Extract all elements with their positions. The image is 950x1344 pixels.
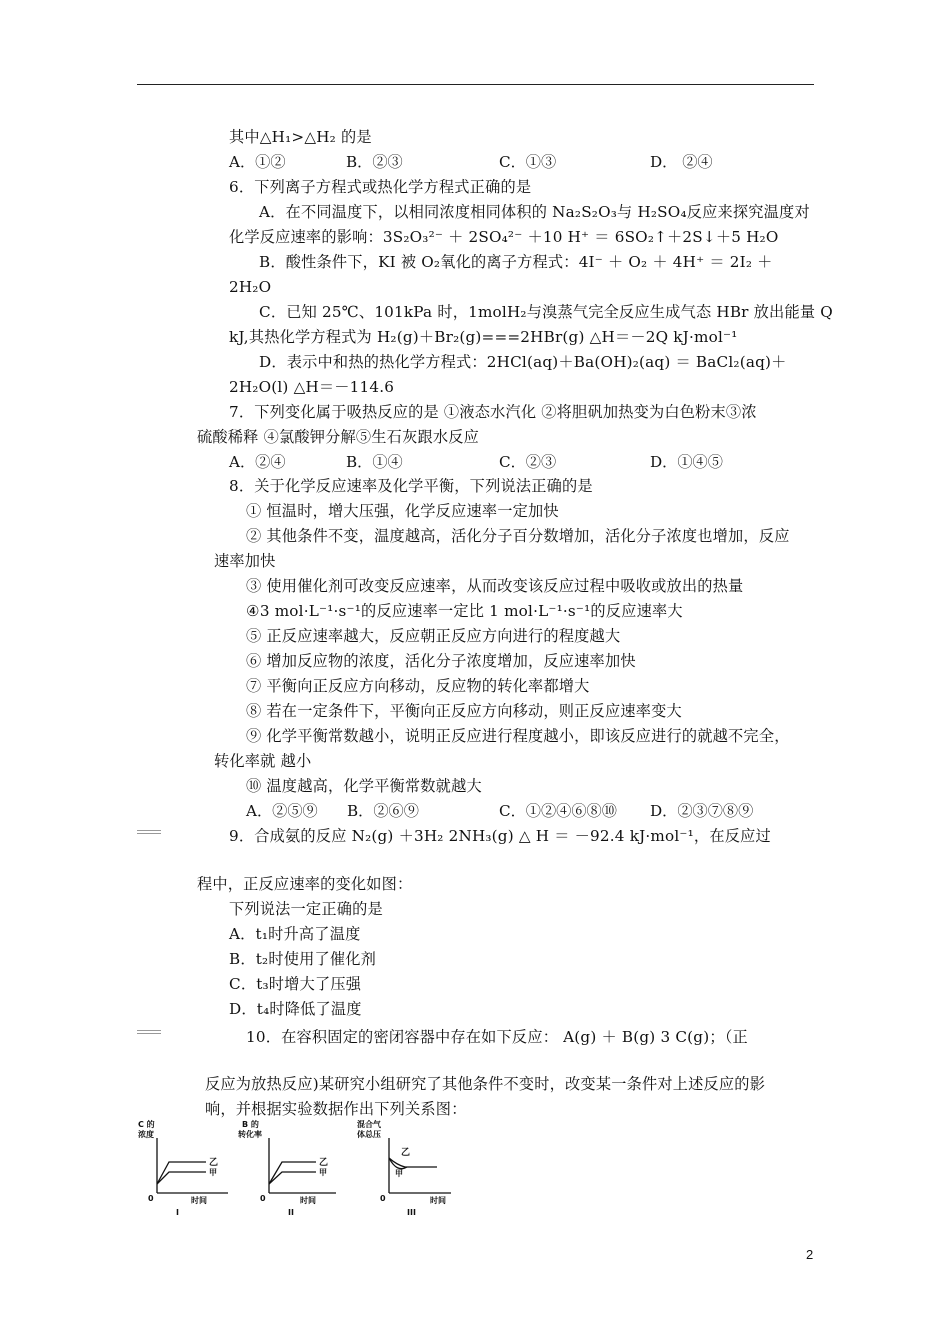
graph-iii-origin: 0 [380, 1194, 386, 1203]
q8-statement-8: ⑧ 若在一定条件下，平衡向正反应方向移动，则正反应速率变大 [246, 702, 682, 720]
q7-option-c: C．②③ [499, 453, 557, 471]
graph-ii-caption: II [288, 1208, 294, 1217]
graph-iii-ylabel-1: 混合气 [357, 1120, 381, 1129]
q8-statement-2-line1: ② 其他条件不变，温度越高，活化分子百分数增加，活化分子浓度也增加，反应 [246, 527, 790, 545]
q5-option-d: D． ②④ [650, 153, 713, 171]
q9-option-b: B．t₂时使用了催化剂 [229, 950, 377, 968]
q6-stem: 6．下列离子方程式或热化学方程式正确的是 [229, 178, 532, 196]
graph-i-xlabel: 时间 [191, 1196, 207, 1205]
q6-option-c-line1: C．已知 25℃、101kPa 时，1molH₂与溴蒸气完全反应生成气态 HBr 放出能量 Q [259, 303, 833, 321]
graph-i-ylabel-1: C 的 [138, 1120, 155, 1129]
header-rule [137, 84, 814, 85]
q5-stem-tail: 其中△H₁>△H₂ 的是 [229, 128, 372, 146]
q8-statement-6: ⑥ 增加反应物的浓度，活化分子浓度增加，反应速率加快 [246, 652, 636, 670]
q8-statement-5: ⑤ 正反应速率越大，反应朝正反应方向进行的程度越大 [246, 627, 621, 645]
graph-iii-ylabel-2: 体总压 [357, 1130, 381, 1139]
q5-option-b: B．②③ [346, 153, 403, 171]
q6-option-a-line1: A．在不同温度下，以相同浓度相同体积的 Na₂S₂O₃与 H₂SO₄反应来探究温度对 [259, 203, 810, 221]
q8-option-a: A．②⑤⑨ [246, 802, 318, 820]
graph-i-label-yi: 乙 [209, 1158, 219, 1168]
q7-option-d: D．①④⑤ [650, 453, 723, 471]
q7-option-b: B．①④ [346, 453, 403, 471]
equilibrium-arrow-icon [137, 1030, 161, 1036]
graph-i-label-jia: 甲 [209, 1168, 217, 1177]
q6-option-b-line2: 2H₂O [229, 278, 272, 296]
q8-statement-3: ③ 使用催化剂可改变反应速率，从而改变该反应过程中吸收或放出的热量 [246, 577, 744, 595]
graph-iii-xlabel: 时间 [430, 1196, 446, 1205]
graph-ii-curve-yi [269, 1162, 316, 1184]
q9-option-a: A．t₁时升高了温度 [229, 925, 361, 943]
graph-i-origin: 0 [148, 1194, 154, 1203]
q9-option-d: D．t₄时降低了温度 [229, 1000, 362, 1018]
q7-stem-line2: 硫酸稀释 ④氯酸钾分解⑤生石灰跟水反应 [197, 428, 480, 446]
graph-iii-label-jia: 甲 [395, 1169, 403, 1178]
graph-ii-label-yi: 乙 [319, 1158, 329, 1168]
q10-stem-line2: 反应为放热反应)某研究小组研究了其他条件不变时，改变某一条件对上述反应的影 [205, 1075, 766, 1093]
graph-i-curve-yi [157, 1162, 206, 1184]
q6-option-a-line2: 化学反应速率的影响：3S₂O₃²⁻ ＋ 2SO₄²⁻ ＋10 H⁺ ＝ 6SO₂↑＋2S↓＋5 H₂O [229, 228, 779, 246]
q6-option-d-line2: 2H₂O(l) △H＝－114.6 [229, 378, 395, 396]
graph-iii-curve-yi [389, 1158, 437, 1167]
q8-statement-7: ⑦ 平衡向正反应方向移动，反应物的转化率都增大 [246, 677, 590, 695]
q7-stem-line1: 7．下列变化属于吸热反应的是 ①液态水汽化 ②将胆矾加热变为白色粉末③浓 [229, 403, 757, 421]
graph-ii-ylabel-1: B 的 [242, 1120, 259, 1129]
q6-option-b-line1: B．酸性条件下，KI 被 O₂氧化的离子方程式：4I⁻ ＋ O₂ ＋ 4H⁺ ＝ 2I₂ ＋ [259, 253, 773, 271]
graph-ii [238, 1118, 338, 1222]
q6-option-d-line1: D．表示中和热的热化学方程式：2HCl(aq)＋Ba(OH)₂(aq) ＝ BaCl₂(aq)＋ [259, 353, 787, 371]
q9-option-c: C．t₃时增大了压强 [229, 975, 362, 993]
q9-stem-line1: 9．合成氨的反应 N₂(g) ＋3H₂ 2NH₃(g) △ H ＝ －92.4 kJ·mol⁻¹，在反应过 [229, 827, 771, 845]
graph-ii-ylabel-2: 转化率 [238, 1130, 262, 1139]
q8-statement-9-line2: 转化率就 越小 [214, 752, 312, 770]
q8-statement-9-line1: ⑨ 化学平衡常数越小，说明正反应进行程度越小，即该反应进行的就越不完全， [246, 727, 790, 745]
graph-iii-label-yi: 乙 [401, 1148, 411, 1158]
graph-i-caption: I [176, 1208, 179, 1217]
graph-iii [355, 1118, 455, 1222]
q8-statement-1: ① 恒温时，增大压强，化学反应速率一定加快 [246, 502, 559, 520]
q10-stem-line3: 响，并根据实验数据作出下列关系图： [205, 1100, 467, 1118]
page-number: 2 [806, 1247, 814, 1262]
q8-option-b: B．②⑥⑨ [347, 802, 419, 820]
q8-statement-10: ⑩ 温度越高，化学平衡常数就越大 [246, 777, 482, 795]
graph-ii-curve-jia [269, 1172, 316, 1184]
q8-statement-4: ④3 mol·L⁻¹·s⁻¹的反应速率一定比 1 mol·L⁻¹·s⁻¹的反应速率大 [246, 602, 683, 620]
graph-i-ylabel-2: 浓度 [138, 1130, 154, 1139]
q9-question: 下列说法一定正确的是 [229, 900, 383, 918]
equilibrium-arrow-icon [137, 830, 161, 836]
graph-iii-caption: III [407, 1208, 416, 1217]
q6-option-c-line2: kJ,其热化学方程式为 H₂(g)＋Br₂(g)===2HBr(g) △H＝－2Q kJ·mol⁻¹ [229, 328, 738, 346]
graph-ii-origin: 0 [260, 1194, 266, 1203]
q9-stem-line2: 程中，正反应速率的变化如图： [197, 875, 413, 893]
q5-option-a: A．①② [229, 153, 286, 171]
q8-option-c: C．①②④⑥⑧⑩ [499, 802, 617, 820]
graph-i [136, 1118, 236, 1222]
graph-i-curve-jia [157, 1172, 206, 1184]
q5-option-c: C．①③ [499, 153, 557, 171]
graph-ii-xlabel: 时间 [300, 1196, 316, 1205]
graph-ii-label-jia: 甲 [319, 1168, 327, 1177]
q8-stem: 8．关于化学反应速率及化学平衡，下列说法正确的是 [229, 477, 593, 495]
q8-option-d: D．②③⑦⑧⑨ [650, 802, 754, 820]
q8-statement-2-line2: 速率加快 [214, 552, 276, 570]
q7-option-a: A．②④ [229, 453, 286, 471]
q10-stem-line1: 10．在容积固定的密闭容器中存在如下反应： A(g) ＋ B(g) 3 C(g)；（正 [246, 1028, 748, 1046]
